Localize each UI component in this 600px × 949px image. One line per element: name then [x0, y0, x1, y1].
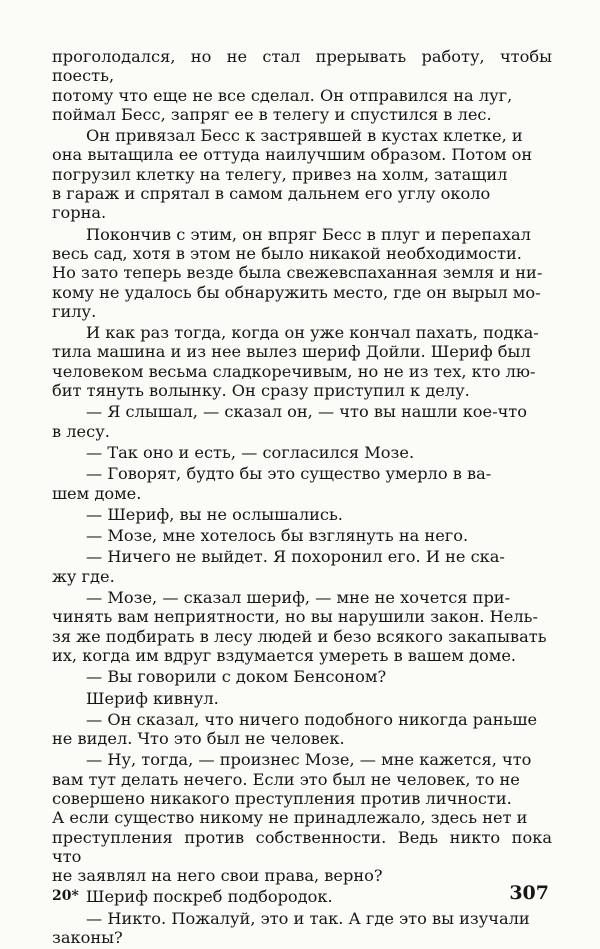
printer-signature-mark: 20*: [52, 888, 79, 904]
dialogue-line: — Ничего не выйдет. Я похоронил его. И не ска- жу где.: [52, 547, 505, 586]
dialogue-line: — Никто. Пожалуй, это и так. А где это вы изучали законы?: [52, 908, 530, 948]
paragraph: проголодался, но не стал прерывать работу, чтобы поесть, потому что еще не все сделал. Он отправился на луг, поймал Бесс, запряг ее в телегу и спустился в лес.: [52, 47, 552, 124]
dialogue-line: — Я слышал, — сказал он, — что вы нашли кое-что в лесу.: [52, 402, 528, 441]
dialogue-line: — Шериф, вы не ослышались.: [86, 504, 343, 524]
dialogue-line: — Вы говорили с доком Бенсоном?: [86, 667, 387, 687]
page-text: [52, 47, 552, 949]
page-footer: [52, 882, 549, 906]
page-number: 307: [509, 882, 549, 904]
dialogue-line: — Мозе, — сказал шериф, — мне не хочется при- чинять вам неприятности, но вы нарушили закон. Нель- зя же подбирать в лесу людей и безо всякого закапывать их, когда им вдруг вздумается умереть в вашем доме.: [52, 588, 547, 665]
dialogue-line: — Так оно и есть, — согласился Мозе.: [86, 442, 415, 462]
paragraph: Шериф кивнул.: [86, 688, 219, 708]
dialogue-line: — Ну, тогда, — произнес Мозе, — мне кажется, что вам тут делать нечего. Если это был не человек, то не совершено никакого преступления против личности. А если существо никому не принадлежало, здесь нет и преступления против собственности. Ведь никто пока что не заявлял на него свои права, верно?: [52, 750, 552, 886]
dialogue-line: — Говорят, будто бы это существо умерло в ва- шем доме.: [52, 464, 492, 503]
paragraph: И как раз тогда, когда он уже кончал пахать, подка- тила машина и из нее вылез шериф Дойли. Шериф был человеком весьма сладкоречивым, но не из тех, кто лю- бит тянуть волынку. Он сразу приступил к делу.: [52, 323, 539, 401]
dialogue-line: — Он сказал, что ничего подобного никогда раньше не видел. Что это был не человек.: [52, 709, 538, 749]
dialogue-line: — Мозе, мне хотелось бы взглянуть на него.: [86, 526, 469, 546]
paragraph: Шериф поскреб подбородок.: [86, 887, 333, 907]
paragraph: Покончив с этим, он впряг Бесс в плуг и перепахал весь сад, хотя в этом не было никакой необходимости. Но зато теперь везде была свежевспаханная земля и ни- кому не удалось бы обнаружить место, где он вырыл мо- гилу.: [52, 224, 543, 321]
paragraph: Он привязал Бесс к застрявшей в кустах клетке, и она вытащила ее оттуда наилучшим образом. Потом он погрузил клетку на телегу, привез на холм, затащил в гараж и спрятал в самом дальнем его углу около горна.: [52, 126, 533, 223]
